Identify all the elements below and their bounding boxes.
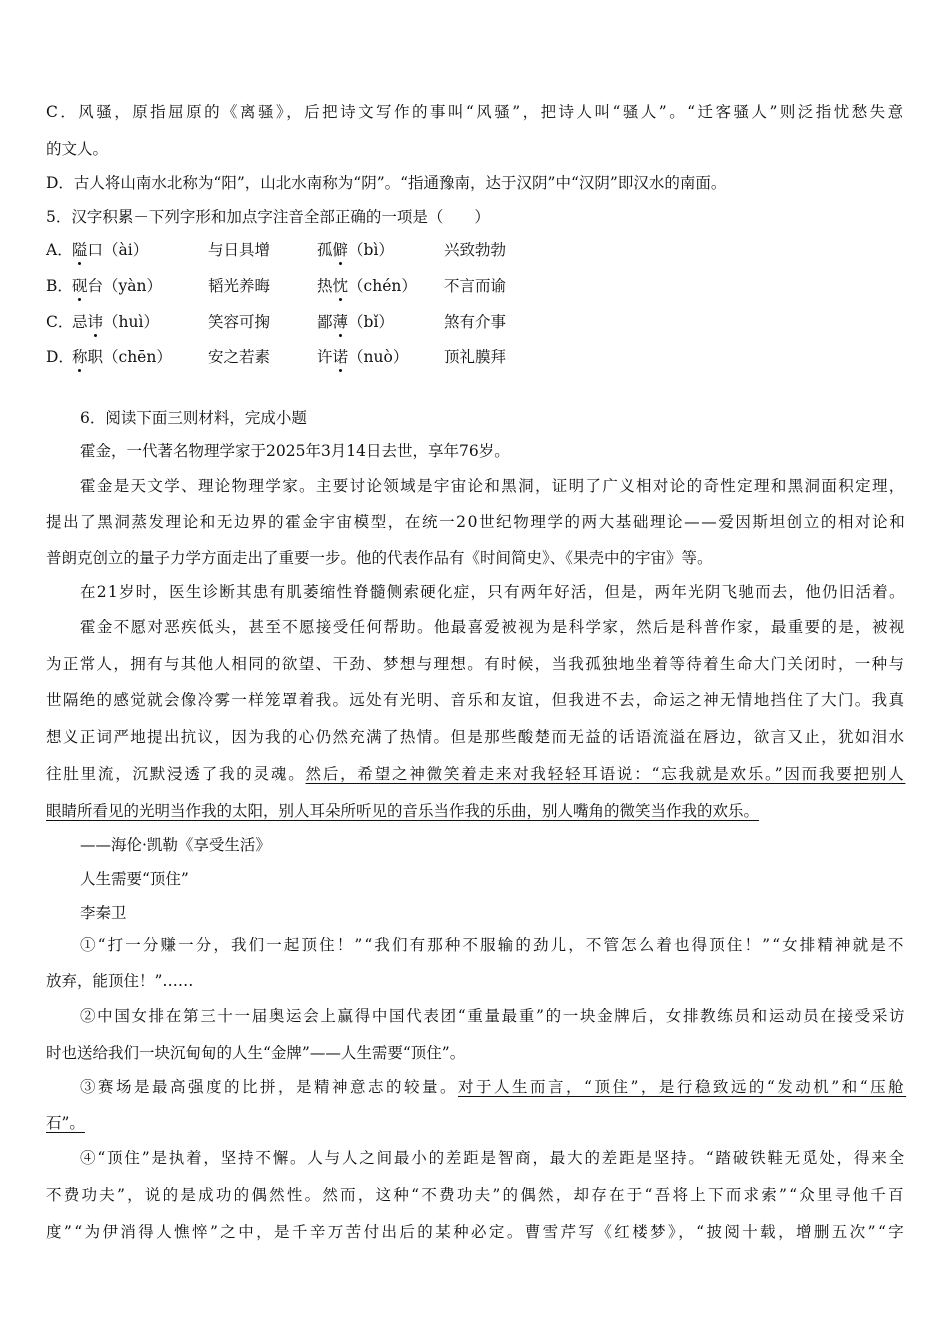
option-word-3: 热忱（chén） — [317, 277, 417, 295]
q4-option-c-line2: 的文人。 — [46, 140, 109, 158]
option-letter: A． — [46, 241, 73, 259]
material3-line: 不费功夫”，说的是成功的偶然性。然而，这种“不费功夫”的偶然，却存在于“吾将上下而求索”“众里寻他千百 — [46, 1186, 906, 1204]
dotted-char: 僻 — [332, 241, 349, 259]
option-word-2: 韬光养晦 — [208, 277, 271, 295]
option-word-3: 孤僻（bì） — [317, 241, 394, 259]
dotted-char: 砚 — [72, 277, 88, 295]
dotted-char: 忱 — [332, 277, 349, 295]
material3-line: ④“顶住”是执着，坚持不懈。人与人之间最小的差距是智商，最大的差距是坚持。“踏破铁鞋无觅处，得来全 — [80, 1149, 906, 1167]
material3-line — [46, 1113, 85, 1133]
option-word-2: 笑容可掬 — [208, 313, 271, 331]
material2-source: ——海伦·凯勒《享受生活》 — [80, 836, 271, 854]
material3-line: ①“打一分赚一分，我们一起顶住！”“我们有那种不服输的劲儿，不管怎么着也得顶住！”“女排精神就是不 — [80, 936, 906, 954]
option-letter: D． — [46, 348, 74, 366]
material3-title: 人生需要“顶住” — [80, 870, 189, 888]
material1-line: 在21岁时，医生诊断其患有肌萎缩性脊髓侧索硬化症，只有两年好活，但是，两年光阴飞驰而去，他仍旧活着。 — [80, 583, 906, 601]
material3-line: 度”“为伊消得人憔悴”之中，是千辛万苦付出后的某种必定。曹雪芹写《红楼梦》，“披阅十载，增删五次”“字 — [46, 1223, 907, 1241]
q5-stem: 5．汉字积累－下列字形和加点字注音全部正确的一项是（ ） — [46, 208, 490, 226]
q4-option-d: D．古人将山南水北称为“阳”，山北水南称为“阴”。“指通豫南，达于汉阴”中“汉阴”即汉水的南面。 — [46, 174, 727, 192]
option-word-1: 隘口（ài） — [72, 241, 149, 259]
option-letter: B． — [46, 277, 73, 295]
material1-line: 霍金是天文学、理论物理学家。主要讨论领域是宇宙论和黑洞，证明了广义相对论的奇性定理和黑洞面积定理， — [80, 477, 906, 495]
option-word-4: 兴致勃勃 — [444, 241, 507, 259]
material1-line: 霍金，一代著名物理学家于2025年3月14日去世，享年76岁。 — [80, 442, 510, 460]
option-word-4: 顶礼膜拜 — [444, 348, 507, 366]
q4-option-c-line1: C．风骚，原指屈原的《离骚》，后把诗文写作的事叫“风骚”，把诗人叫“骚人”。“迁客骚人”则泛指忧愁失意 — [46, 103, 906, 121]
underlined-sentence: 对于人生而言，“顶住”，是行稳致远的“发动机”和“压舱 — [458, 1078, 907, 1096]
option-letter: C． — [46, 313, 74, 331]
material3-line: ③赛场是最高强度的比拼，是精神意志的较量。对于人生而言，“顶住”，是行稳致远的“发动机”和“压舱 — [80, 1078, 907, 1096]
underlined-sentence: 石”。 — [46, 1114, 85, 1132]
material2-line: 往肚里流，沉默浸透了我的灵魂。然后，希望之神微笑着走来对我轻轻耳语说：“忘我就是欢乐。”因而我要把别人 — [46, 765, 906, 783]
dotted-char: 诺 — [332, 348, 349, 366]
option-word-4: 煞有介事 — [444, 313, 507, 331]
dotted-char: 薄 — [332, 313, 349, 331]
option-word-3: 鄙薄（bǐ） — [317, 313, 394, 331]
material3-line: ②中国女排在第三十一届奥运会上赢得中国代表团“重量最重”的一块金牌后，女排教练员和运动员在接受采访 — [80, 1007, 907, 1025]
material2-line — [46, 801, 759, 821]
material2-line: 霍金不愿对恶疾低头，甚至不愿接受任何帮助。他最喜爱被视为是科学家，然后是科普作家，最重要的是，被视 — [80, 618, 906, 636]
underlined-sentence: 眼睛所看见的光明当作我的太阳，别人耳朵所听见的音乐当作我的乐曲，别人嘴角的微笑当作我的欢乐。 — [46, 802, 760, 820]
dotted-char: 隘 — [72, 241, 88, 259]
q6-stem: 6．阅读下面三则材料，完成小题 — [80, 409, 307, 427]
material3-author: 李秦卫 — [80, 904, 127, 922]
material3-line: 放弃，能顶住！”…… — [46, 972, 194, 990]
option-word-4: 不言而谕 — [444, 277, 507, 295]
underlined-sentence: 然后，希望之神微笑着走来对我轻轻耳语说：“忘我就是欢乐。”因而我要把别人 — [305, 765, 906, 783]
option-word-1: 称职（chēn） — [72, 348, 172, 366]
material1-line: 提出了黑洞蒸发理论和无边界的霍金宇宙模型，在统一20世纪物理学的两大基础理论——爱因斯坦创立的相对论和 — [46, 513, 907, 531]
option-word-1: 砚台（yàn） — [72, 277, 162, 295]
material2-line: 世隔绝的感觉就会像冷雾一样笼罩着我。远处有光明、音乐和友谊，但我进不去，命运之神无情地挡住了大门。我真 — [46, 691, 906, 709]
dotted-char: 讳 — [87, 313, 104, 331]
material2-line: 为正常人，拥有与其他人相同的欲望、干劲、梦想与理想。有时候，当我孤独地坐着等待着生命大门关闭时，一种与 — [46, 655, 906, 673]
material2-line: 想义正词严地提出抗议，因为我的心仍然充满了热情。但是那些酸楚而无益的话语流溢在唇边，欲言又止，犹如泪水 — [46, 728, 906, 746]
material3-line: 时也送给我们一块沉甸甸的人生“金牌”——人生需要“顶住”。 — [46, 1044, 466, 1062]
option-word-3: 许诺（nuò） — [317, 348, 409, 366]
dotted-char: 称 — [72, 348, 88, 366]
option-word-2: 与日具增 — [208, 241, 271, 259]
option-word-2: 安之若素 — [208, 348, 271, 366]
option-word-1: 忌讳（huì） — [72, 313, 159, 331]
material1-line: 普朗克创立的量子力学方面走出了重要一步。他的代表作品有《时间简史》、《果壳中的宇宙》等。 — [46, 549, 713, 567]
